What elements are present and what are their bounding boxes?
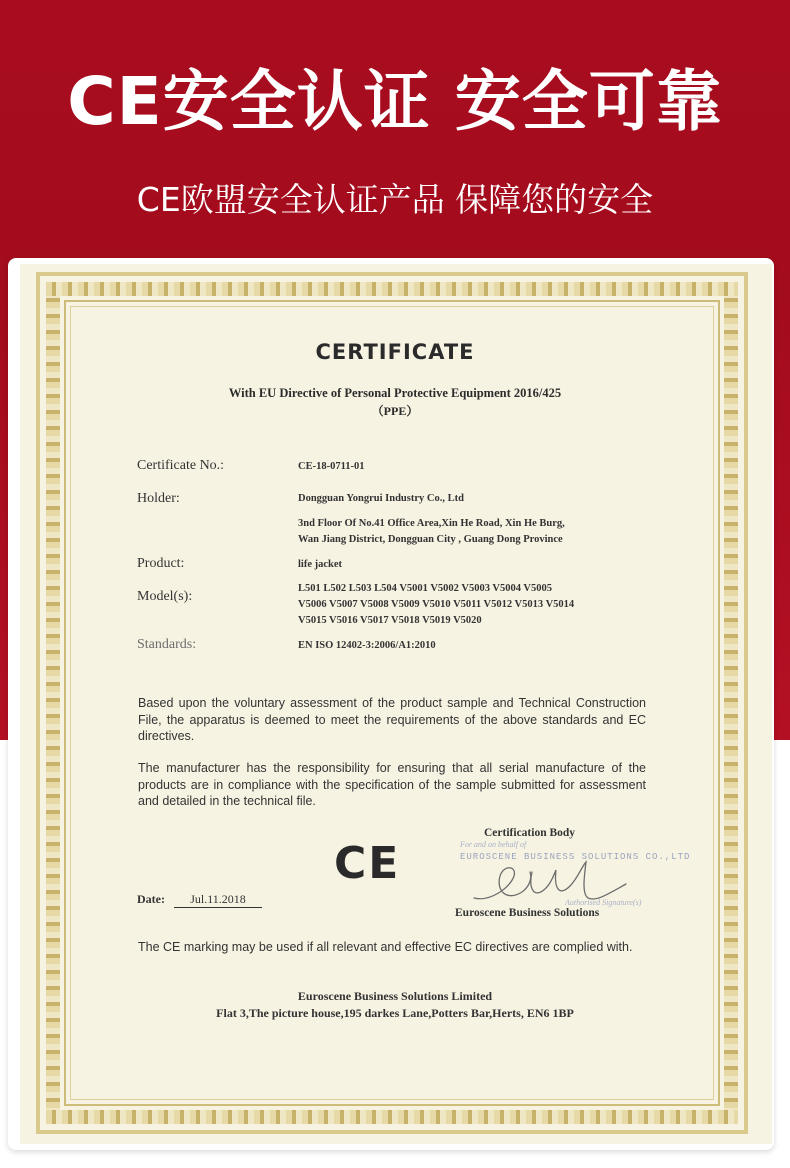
models-line-2: V5006 V5007 V5008 V5009 V5010 V5011 V5012 V5013 V5014	[298, 599, 575, 610]
models-label: Model(s):	[137, 589, 193, 604]
product-label: Product:	[137, 556, 185, 571]
holder-name: Dongguan Yongrui Industry Co., Ltd	[298, 493, 464, 504]
subheadline: CE欧盟安全认证产品 保障您的安全	[136, 180, 654, 219]
assessment-paragraph: Based upon the voluntary assessment of the product sample and Technical Construction File, the apparatus is deemed to meet the requirements of the above standards and EC directives.	[138, 696, 646, 743]
certificate-title: CERTIFICATE	[315, 340, 475, 364]
standards-value: EN ISO 12402-3:2006/A1:2010	[298, 640, 436, 651]
certificate-no-value: CE-18-0711-01	[298, 461, 365, 472]
date-value: Jul.11.2018	[174, 892, 262, 908]
product-value: life jacket	[298, 559, 343, 570]
manufacturer-paragraph: The manufacturer has the responsibility for ensuring that all serial manufacture of the products are in compliance with the specification of the sample submitted for assessment and detailed in the technical file.	[138, 761, 646, 808]
ce-marking-paragraph: The CE marking may be used if all relevant and effective EC directives are complied with.	[138, 940, 633, 954]
issuer-name: Euroscene Business Solutions Limited	[297, 989, 493, 1003]
issuer-address: Flat 3,The picture house,195 darkes Lane,Potters Bar,Herts, EN6 1BP	[216, 1006, 574, 1020]
holder-address-line-2: Wan Jiang District, Dongguan City , Guang Dong Province	[298, 534, 563, 545]
standards-label: Standards:	[137, 637, 197, 652]
models-line-1: L501 L502 L503 L504 V5001 V5002 V5003 V5004 V5005	[298, 583, 552, 594]
certificate-no-label: Certificate No.:	[137, 458, 225, 473]
certification-body-name: Euroscene Business Solutions	[455, 907, 600, 919]
holder-label: Holder:	[137, 491, 180, 506]
directive-abbr: （PPE）	[371, 404, 419, 418]
stamp-bottom-text: Authorised Signature(s)	[565, 898, 642, 907]
certification-body-label: Certification Body	[484, 827, 576, 839]
stamp-company: EUROSCENE BUSINESS SOLUTIONS CO.,LTD	[460, 852, 691, 862]
models-line-3: V5015 V5016 V5017 V5018 V5019 V5020	[298, 615, 482, 626]
headline: CE安全认证 安全可靠	[67, 63, 723, 140]
stamp-top-text: For and on behalf of	[460, 840, 527, 849]
directive-line: With EU Directive of Personal Protective Equipment 2016/425	[228, 386, 562, 400]
holder-address-line-1: 3nd Floor Of No.41 Office Area,Xin He Road, Xin He Burg,	[298, 518, 565, 529]
ce-mark-icon: CE	[334, 838, 401, 889]
date-label: Date:	[137, 892, 165, 906]
